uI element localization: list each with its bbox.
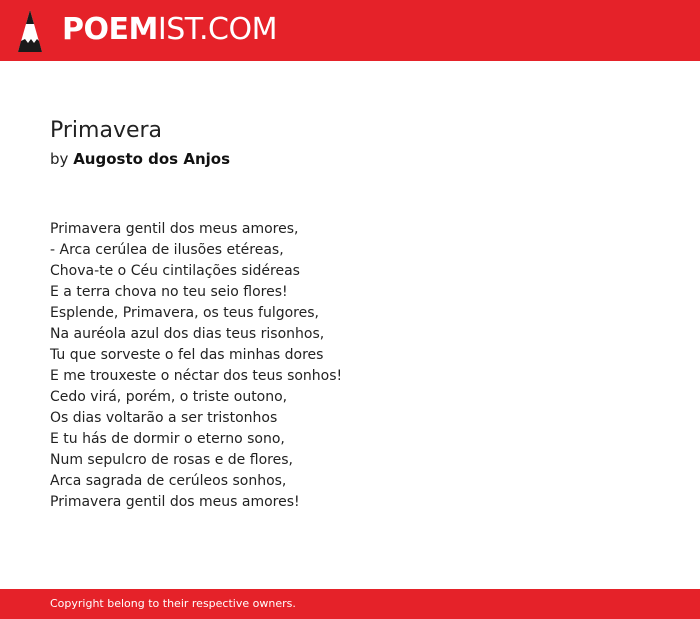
author-link[interactable]: Augosto dos Anjos xyxy=(73,150,230,168)
poem-line: - Arca cerúlea de ilusões etéreas, xyxy=(50,242,284,258)
logo-bold-text: POEM xyxy=(62,12,158,47)
pencil-icon[interactable] xyxy=(18,10,42,52)
poem-title: Primavera xyxy=(50,118,163,143)
poem-line: Primavera gentil dos meus amores! xyxy=(50,494,300,510)
poem-line: Primavera gentil dos meus amores, xyxy=(50,221,299,237)
poem-body xyxy=(50,219,342,513)
poem-line: E tu hás de dormir o eterno sono, xyxy=(50,431,285,447)
poem-line: Na auréola azul dos dias teus risonhos, xyxy=(50,326,325,342)
poem-line: Arca sagrada de cerúleos sonhos, xyxy=(50,473,287,489)
poem-line: Cedo virá, porém, o triste outono, xyxy=(50,389,288,405)
logo-light-text: IST.COM xyxy=(157,12,277,47)
poem-line: E me trouxeste o néctar dos teus sonhos! xyxy=(50,368,343,384)
site-logo[interactable] xyxy=(62,12,277,48)
copyright-text: Copyright belong to their respective owners. xyxy=(50,597,296,610)
by-label: by xyxy=(50,150,69,168)
poem-line: Os dias voltarão a ser tristonhos xyxy=(50,410,278,426)
poem-byline xyxy=(50,149,230,169)
poem-line: E a terra chova no teu seio flores! xyxy=(50,284,288,300)
poem-line: Chova-te o Céu cintilações sidéreas xyxy=(50,263,300,279)
poem-line: Tu que sorveste o fel das minhas dores xyxy=(50,347,324,363)
poem-line: Num sepulcro de rosas e de flores, xyxy=(50,452,293,468)
site-footer xyxy=(0,589,700,619)
poem-line: Esplende, Primavera, os teus fulgores, xyxy=(50,305,319,321)
site-header xyxy=(0,0,700,61)
